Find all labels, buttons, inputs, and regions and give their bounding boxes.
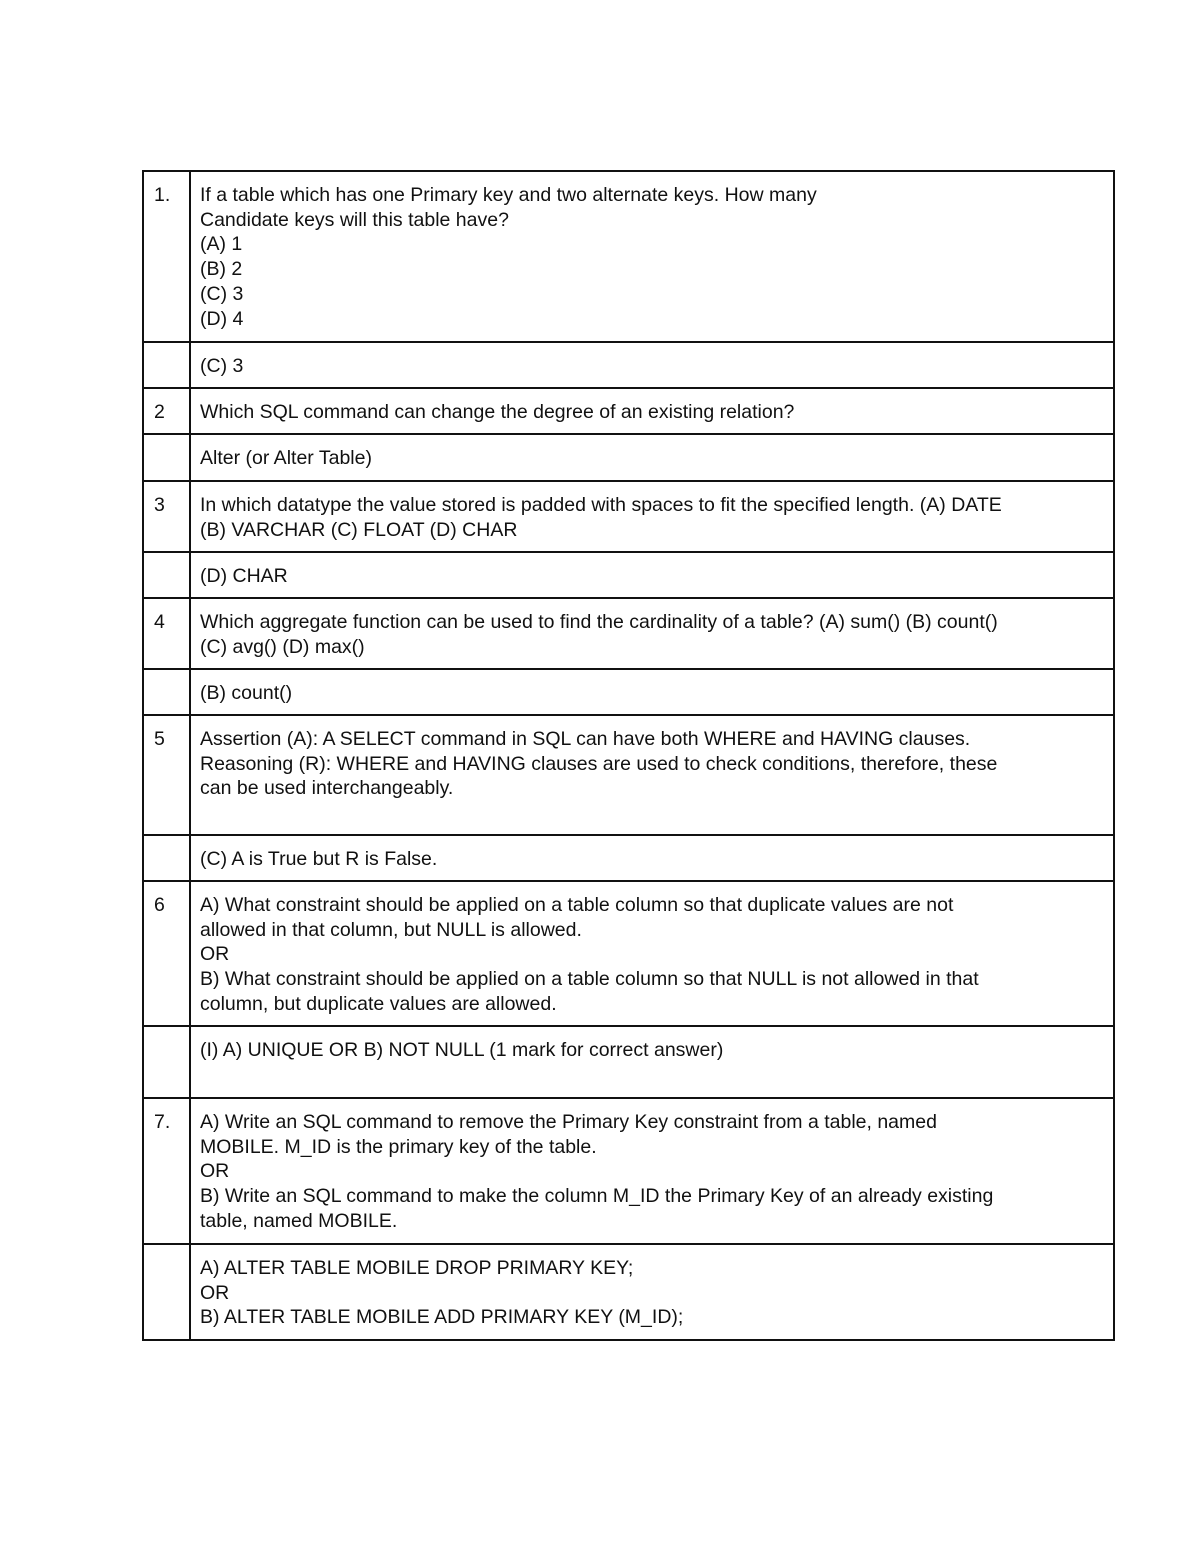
row-number: 4 bbox=[143, 598, 190, 669]
table-row bbox=[143, 715, 1114, 835]
row-number bbox=[143, 1026, 190, 1098]
table-row bbox=[143, 1026, 1114, 1098]
row-number bbox=[143, 1244, 190, 1340]
table-row bbox=[143, 434, 1114, 481]
table-row bbox=[143, 342, 1114, 388]
question-text: A) What constraint should be applied on a table column so that duplicate values are not allowed in that column, but NULL is allowed. OR B) What constraint should be applied on a table column so that NULL is not allowed in that column, but duplicate values are allowed. bbox=[190, 881, 1114, 1026]
table-row bbox=[143, 1244, 1114, 1340]
question-text: Which aggregate function can be used to find the cardinality of a table? (A) sum() (B) count() (C) avg() (D) max() bbox=[190, 598, 1114, 669]
row-number bbox=[143, 434, 190, 481]
table-row bbox=[143, 388, 1114, 434]
table-row bbox=[143, 835, 1114, 881]
table-row bbox=[143, 1098, 1114, 1244]
table-row bbox=[143, 598, 1114, 669]
table-row bbox=[143, 481, 1114, 552]
row-number: 1. bbox=[143, 171, 190, 342]
question-text: Assertion (A): A SELECT command in SQL can have both WHERE and HAVING clauses. Reasoning (R): WHERE and HAVING clauses are used to check conditions, therefore, these can be used interchangeably. bbox=[190, 715, 1114, 835]
row-number bbox=[143, 669, 190, 715]
row-number: 5 bbox=[143, 715, 190, 835]
answer-text: (D) CHAR bbox=[190, 552, 1114, 598]
row-number bbox=[143, 342, 190, 388]
question-text: In which datatype the value stored is padded with spaces to fit the specified length. (A) DATE (B) VARCHAR (C) FLOAT (D) CHAR bbox=[190, 481, 1114, 552]
question-text: If a table which has one Primary key and two alternate keys. How many Candidate keys will this table have? (A) 1 (B) 2 (C) 3 (D) 4 bbox=[190, 171, 1114, 342]
table-row bbox=[143, 171, 1114, 342]
question-text: Which SQL command can change the degree of an existing relation? bbox=[190, 388, 1114, 434]
row-number: 6 bbox=[143, 881, 190, 1026]
table-row bbox=[143, 552, 1114, 598]
row-number: 7. bbox=[143, 1098, 190, 1244]
question-text: A) Write an SQL command to remove the Primary Key constraint from a table, named MOBILE. M_ID is the primary key of the table. OR B) Write an SQL command to make the column M_ID the Primary Key of an already existing table, named MOBILE. bbox=[190, 1098, 1114, 1244]
answer-text: Alter (or Alter Table) bbox=[190, 434, 1114, 481]
row-number: 3 bbox=[143, 481, 190, 552]
answer-text: A) ALTER TABLE MOBILE DROP PRIMARY KEY; OR B) ALTER TABLE MOBILE ADD PRIMARY KEY (M_ID); bbox=[190, 1244, 1114, 1340]
answer-text: (B) count() bbox=[190, 669, 1114, 715]
row-number bbox=[143, 552, 190, 598]
question-answer-table bbox=[142, 170, 1115, 1341]
table-row bbox=[143, 881, 1114, 1026]
answer-text: (C) 3 bbox=[190, 342, 1114, 388]
answer-text: (C) A is True but R is False. bbox=[190, 835, 1114, 881]
answer-text: (I) A) UNIQUE OR B) NOT NULL (1 mark for correct answer) bbox=[190, 1026, 1114, 1098]
row-number bbox=[143, 835, 190, 881]
row-number: 2 bbox=[143, 388, 190, 434]
table-row bbox=[143, 669, 1114, 715]
